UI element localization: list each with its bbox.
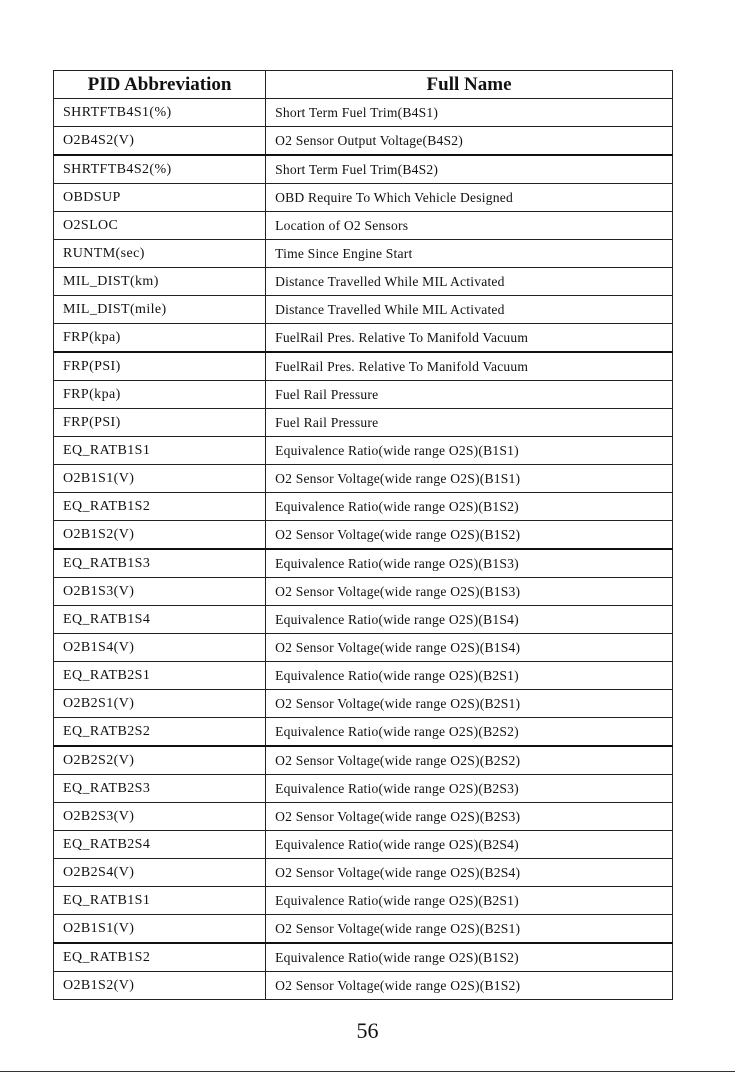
pid-full-name-cell: Distance Travelled While MIL Activated [266, 296, 673, 324]
pid-abbreviation-cell: EQ_RATB1S1 [54, 437, 266, 465]
pid-abbreviation-cell: FRP(kpa) [54, 381, 266, 409]
pid-abbreviation-cell: O2B2S2(V) [54, 746, 266, 775]
pid-full-name-cell: Equivalence Ratio(wide range O2S)(B2S1) [266, 887, 673, 915]
pid-full-name-cell: Short Term Fuel Trim(B4S2) [266, 155, 673, 184]
header-full-name: Full Name [266, 71, 673, 99]
table-row [54, 972, 673, 1000]
pid-full-name-cell: Fuel Rail Pressure [266, 409, 673, 437]
pid-full-name-cell: O2 Sensor Voltage(wide range O2S)(B2S1) [266, 690, 673, 718]
pid-full-name-cell: O2 Sensor Voltage(wide range O2S)(B2S3) [266, 803, 673, 831]
pid-table [53, 70, 673, 1000]
pid-abbreviation-cell: O2SLOC [54, 212, 266, 240]
pid-abbreviation-cell: EQ_RATB1S3 [54, 549, 266, 578]
pid-full-name-cell: Equivalence Ratio(wide range O2S)(B2S4) [266, 831, 673, 859]
table-row [54, 268, 673, 296]
table-row [54, 690, 673, 718]
table-row [54, 240, 673, 268]
table-row [54, 493, 673, 521]
pid-abbreviation-cell: O2B4S2(V) [54, 127, 266, 156]
pid-abbreviation-cell: SHRTFTB4S2(%) [54, 155, 266, 184]
pid-abbreviation-cell: O2B1S4(V) [54, 634, 266, 662]
table-row [54, 465, 673, 493]
table-row [54, 99, 673, 127]
pid-abbreviation-cell: EQ_RATB1S2 [54, 493, 266, 521]
table-row [54, 352, 673, 381]
table-row [54, 437, 673, 465]
pid-abbreviation-cell: O2B1S2(V) [54, 521, 266, 550]
pid-abbreviation-cell: FRP(PSI) [54, 409, 266, 437]
pid-full-name-cell: Equivalence Ratio(wide range O2S)(B2S3) [266, 775, 673, 803]
pid-full-name-cell: Equivalence Ratio(wide range O2S)(B1S2) [266, 943, 673, 972]
table-row [54, 184, 673, 212]
pid-abbreviation-cell: MIL_DIST(km) [54, 268, 266, 296]
pid-abbreviation-cell: EQ_RATB1S1 [54, 887, 266, 915]
table-row [54, 127, 673, 156]
table-row [54, 887, 673, 915]
pid-abbreviation-cell: EQ_RATB1S4 [54, 606, 266, 634]
bottom-rule [0, 1071, 735, 1072]
table-row [54, 718, 673, 747]
page-number: 56 [356, 1018, 379, 1043]
table-row [54, 775, 673, 803]
pid-full-name-cell: Equivalence Ratio(wide range O2S)(B1S2) [266, 493, 673, 521]
table-row [54, 521, 673, 550]
pid-full-name-cell: O2 Sensor Voltage(wide range O2S)(B1S1) [266, 465, 673, 493]
pid-full-name-cell: Equivalence Ratio(wide range O2S)(B1S4) [266, 606, 673, 634]
table-row [54, 324, 673, 353]
table-row [54, 212, 673, 240]
pid-abbreviation-cell: RUNTM(sec) [54, 240, 266, 268]
pid-abbreviation-cell: EQ_RATB2S2 [54, 718, 266, 747]
pid-abbreviation-cell: EQ_RATB2S1 [54, 662, 266, 690]
table-row [54, 746, 673, 775]
pid-full-name-cell: Equivalence Ratio(wide range O2S)(B1S3) [266, 549, 673, 578]
pid-full-name-cell: OBD Require To Which Vehicle Designed [266, 184, 673, 212]
pid-abbreviation-cell: SHRTFTB4S1(%) [54, 99, 266, 127]
pid-abbreviation-cell: EQ_RATB1S2 [54, 943, 266, 972]
pid-full-name-cell: O2 Sensor Voltage(wide range O2S)(B1S3) [266, 578, 673, 606]
pid-full-name-cell: Equivalence Ratio(wide range O2S)(B2S1) [266, 662, 673, 690]
table-row [54, 803, 673, 831]
pid-full-name-cell: FuelRail Pres. Relative To Manifold Vacuum [266, 324, 673, 353]
pid-full-name-cell: Equivalence Ratio(wide range O2S)(B2S2) [266, 718, 673, 747]
pid-full-name-cell: O2 Sensor Voltage(wide range O2S)(B2S2) [266, 746, 673, 775]
table-row [54, 381, 673, 409]
table-row [54, 915, 673, 944]
pid-abbreviation-cell: EQ_RATB2S3 [54, 775, 266, 803]
table-row [54, 831, 673, 859]
pid-abbreviation-cell: O2B2S1(V) [54, 690, 266, 718]
pid-abbreviation-cell: OBDSUP [54, 184, 266, 212]
pid-full-name-cell: O2 Sensor Voltage(wide range O2S)(B1S2) [266, 972, 673, 1000]
pid-full-name-cell: Short Term Fuel Trim(B4S1) [266, 99, 673, 127]
table-body [54, 99, 673, 1000]
pid-full-name-cell: Location of O2 Sensors [266, 212, 673, 240]
pid-full-name-cell: O2 Sensor Voltage(wide range O2S)(B1S2) [266, 521, 673, 550]
pid-abbreviation-cell: FRP(PSI) [54, 352, 266, 381]
pid-full-name-cell: FuelRail Pres. Relative To Manifold Vacuum [266, 352, 673, 381]
pid-abbreviation-cell: EQ_RATB2S4 [54, 831, 266, 859]
table-row [54, 296, 673, 324]
table-row [54, 943, 673, 972]
pid-abbreviation-cell: O2B1S2(V) [54, 972, 266, 1000]
pid-full-name-cell: O2 Sensor Output Voltage(B4S2) [266, 127, 673, 156]
table-row [54, 549, 673, 578]
pid-full-name-cell: Time Since Engine Start [266, 240, 673, 268]
pid-abbreviation-cell: O2B1S1(V) [54, 915, 266, 944]
header-pid-abbreviation: PID Abbreviation [54, 71, 266, 99]
pid-full-name-cell: O2 Sensor Voltage(wide range O2S)(B2S1) [266, 915, 673, 944]
pid-full-name-cell: O2 Sensor Voltage(wide range O2S)(B1S4) [266, 634, 673, 662]
pid-abbreviation-cell: FRP(kpa) [54, 324, 266, 353]
pid-abbreviation-cell: MIL_DIST(mile) [54, 296, 266, 324]
pid-abbreviation-cell: O2B2S3(V) [54, 803, 266, 831]
table-row [54, 634, 673, 662]
pid-full-name-cell: Fuel Rail Pressure [266, 381, 673, 409]
table-row [54, 578, 673, 606]
table-header-row [54, 71, 673, 99]
pid-abbreviation-cell: O2B1S1(V) [54, 465, 266, 493]
table-row [54, 409, 673, 437]
table-row [54, 606, 673, 634]
pid-full-name-cell: O2 Sensor Voltage(wide range O2S)(B2S4) [266, 859, 673, 887]
table-row [54, 859, 673, 887]
table-row [54, 155, 673, 184]
table-row [54, 662, 673, 690]
pid-full-name-cell: Equivalence Ratio(wide range O2S)(B1S1) [266, 437, 673, 465]
pid-full-name-cell: Distance Travelled While MIL Activated [266, 268, 673, 296]
pid-abbreviation-cell: O2B1S3(V) [54, 578, 266, 606]
pid-abbreviation-cell: O2B2S4(V) [54, 859, 266, 887]
